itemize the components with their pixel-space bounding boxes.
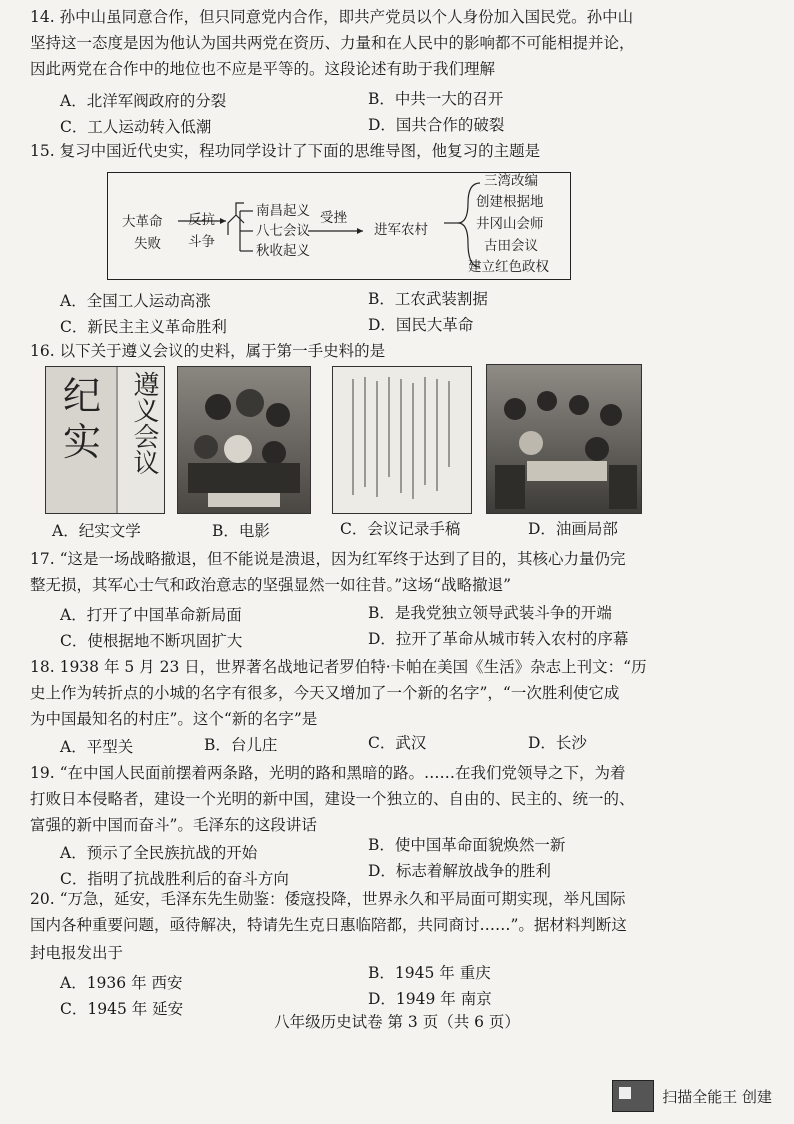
mind-map-node-jinggang: 井冈山会师 [476, 216, 544, 232]
q15-option-a: A．全国工人运动高涨 [60, 292, 211, 310]
q17-line2: 整无损，其军心士气和政治意志的坚强显然一如往昔。”这场“战略撤退” [30, 576, 512, 594]
q18-option-b: B．台儿庄 [204, 736, 278, 754]
film-poster-figures [178, 367, 310, 513]
q15-option-b: B．工农武装割据 [368, 290, 488, 308]
mind-map-arrow-label: 受挫 [320, 210, 347, 226]
q20-line3: 封电报发出于 [30, 944, 124, 962]
q20-option-b: B．1945 年 重庆 [368, 964, 491, 982]
q20-option-c: C．1945 年 延安 [60, 1000, 184, 1018]
q19-option-c: C．指明了抗战胜利后的奋斗方向 [60, 870, 289, 888]
mind-map-node-baqi: 八七会议 [256, 223, 310, 239]
q19-option-b: B．使中国革命面貌焕然一新 [368, 836, 566, 854]
book-title-big: 纪实 [62, 374, 101, 464]
q16-option-d: D．油画局部 [528, 520, 618, 538]
mind-map-node-countryside: 进军农村 [374, 222, 428, 238]
q16-stem: 16. 以下关于遵义会议的史料，属于第一手史料的是 [30, 342, 386, 360]
mind-map-node-base: 创建根据地 [476, 194, 544, 210]
q17-option-b: B．是我党独立领导武装斗争的开端 [368, 604, 612, 622]
q19-option-a: A．预示了全民族抗战的开始 [60, 844, 258, 862]
q20-option-a: A．1936 年 西安 [60, 974, 183, 992]
oil-painting-image [486, 364, 642, 514]
manuscript-lines [333, 367, 471, 513]
mind-map-node-nanchang: 南昌起义 [256, 203, 310, 219]
q17-option-d: D．拉开了革命从城市转入农村的序幕 [368, 630, 629, 648]
watermark-text: 扫描全能王 创建 [662, 1087, 772, 1106]
mind-map-node-resist: 反抗 [188, 212, 215, 228]
q14-line2: 坚持这一态度是因为他认为国共两党在资历、力量和在人民中的影响都不可能相提并论， [30, 34, 635, 52]
q18-option-c: C．武汉 [368, 734, 427, 752]
q19-line1: 19. “在中国人民面前摆着两条路，光明的路和黑暗的路。……在我们党领导之下，为着 [30, 764, 626, 782]
q18-line1: 18. 1938 年 5 月 23 日，世界著名战地记者罗伯特·卡帕在美国《生活》杂志上刊文：“历 [30, 658, 647, 676]
mind-map-node-sanwan: 三湾改编 [484, 173, 538, 189]
q17-option-a: A．打开了中国革命新局面 [60, 606, 242, 624]
q14-option-d: D．国共合作的破裂 [368, 116, 505, 134]
mind-map [107, 172, 571, 280]
q20-option-d: D．1949 年 南京 [368, 990, 492, 1008]
q18-line2: 史上作为转折点的小城的名字有很多，今天又增加了一个新的名字”，“一次胜利使它成 [30, 684, 620, 702]
q15-stem: 15. 复习中国近代史实，程功同学设计了下面的思维导图，他复习的主题是 [30, 142, 541, 160]
q20-line1: 20. “万急，延安，毛泽东先生勋鉴：倭寇投降，世界永久和平局面可期实现，举凡国际 [30, 890, 626, 908]
mind-map-node-red-regime: 建立红色政权 [468, 259, 549, 275]
q14-option-b: B．中共一大的召开 [368, 90, 504, 108]
q19-line3: 富强的新中国而奋斗”。毛泽东的这段讲话 [30, 816, 317, 834]
q19-option-d: D．标志着解放战争的胜利 [368, 862, 551, 880]
manuscript-image [332, 366, 472, 514]
mind-map-node-revolution: 大革命 [122, 214, 163, 230]
q20-line2: 国内各种重要问题，亟待解决，特请先生克日惠临陪都，共同商讨……”。据材料判断这 [30, 916, 627, 934]
qr-code-icon [612, 1080, 654, 1112]
mind-map-node-struggle: 斗争 [188, 234, 215, 250]
mind-map-node-failure: 失败 [134, 236, 161, 252]
q18-option-d: D．长沙 [528, 734, 587, 752]
q18-option-a: A．平型关 [60, 738, 134, 756]
q14-line1: 14. 孙中山虽同意合作，但只同意党内合作，即共产党员以个人身份加入国民党。孙中山 [30, 8, 634, 26]
scanner-watermark [612, 1080, 772, 1112]
film-poster-image [177, 366, 311, 514]
q16-option-a: A．纪实文学 [52, 522, 141, 540]
q14-option-c: C．工人运动转入低潮 [60, 118, 212, 136]
q17-line1: 17. “这是一场战略撤退，但不能说是溃退，因为红军终于达到了目的，其核心力量仍完 [30, 550, 626, 568]
page-footer: 八年级历史试卷 第 3 页（共 6 页） [274, 1013, 520, 1031]
q16-option-c: C．会议记录手稿 [340, 520, 461, 538]
book-cover-image [45, 366, 165, 514]
q15-option-c: C．新民主主义革命胜利 [60, 318, 227, 336]
q18-line3: 为中国最知名的村庄”。这个“新的名字”是 [30, 710, 318, 728]
q14-option-a: A．北洋军阀政府的分裂 [60, 92, 227, 110]
book-title-side: 遵义会议 [129, 371, 159, 475]
q19-line2: 打败日本侵略者，建设一个光明的新中国，建设一个独立的、自由的、民主的、统一的、 [30, 790, 635, 808]
q16-option-b: B．电影 [212, 522, 270, 540]
q14-line3: 因此两党在合作中的地位也不应是平等的。这段论述有助于我们理解 [30, 60, 496, 78]
q17-option-c: C．使根据地不断巩固扩大 [60, 632, 243, 650]
mind-map-node-qiushou: 秋收起义 [256, 243, 310, 259]
oil-painting-figures [487, 365, 641, 513]
q15-option-d: D．国民大革命 [368, 316, 474, 334]
mind-map-node-gutian: 古田会议 [484, 238, 538, 254]
